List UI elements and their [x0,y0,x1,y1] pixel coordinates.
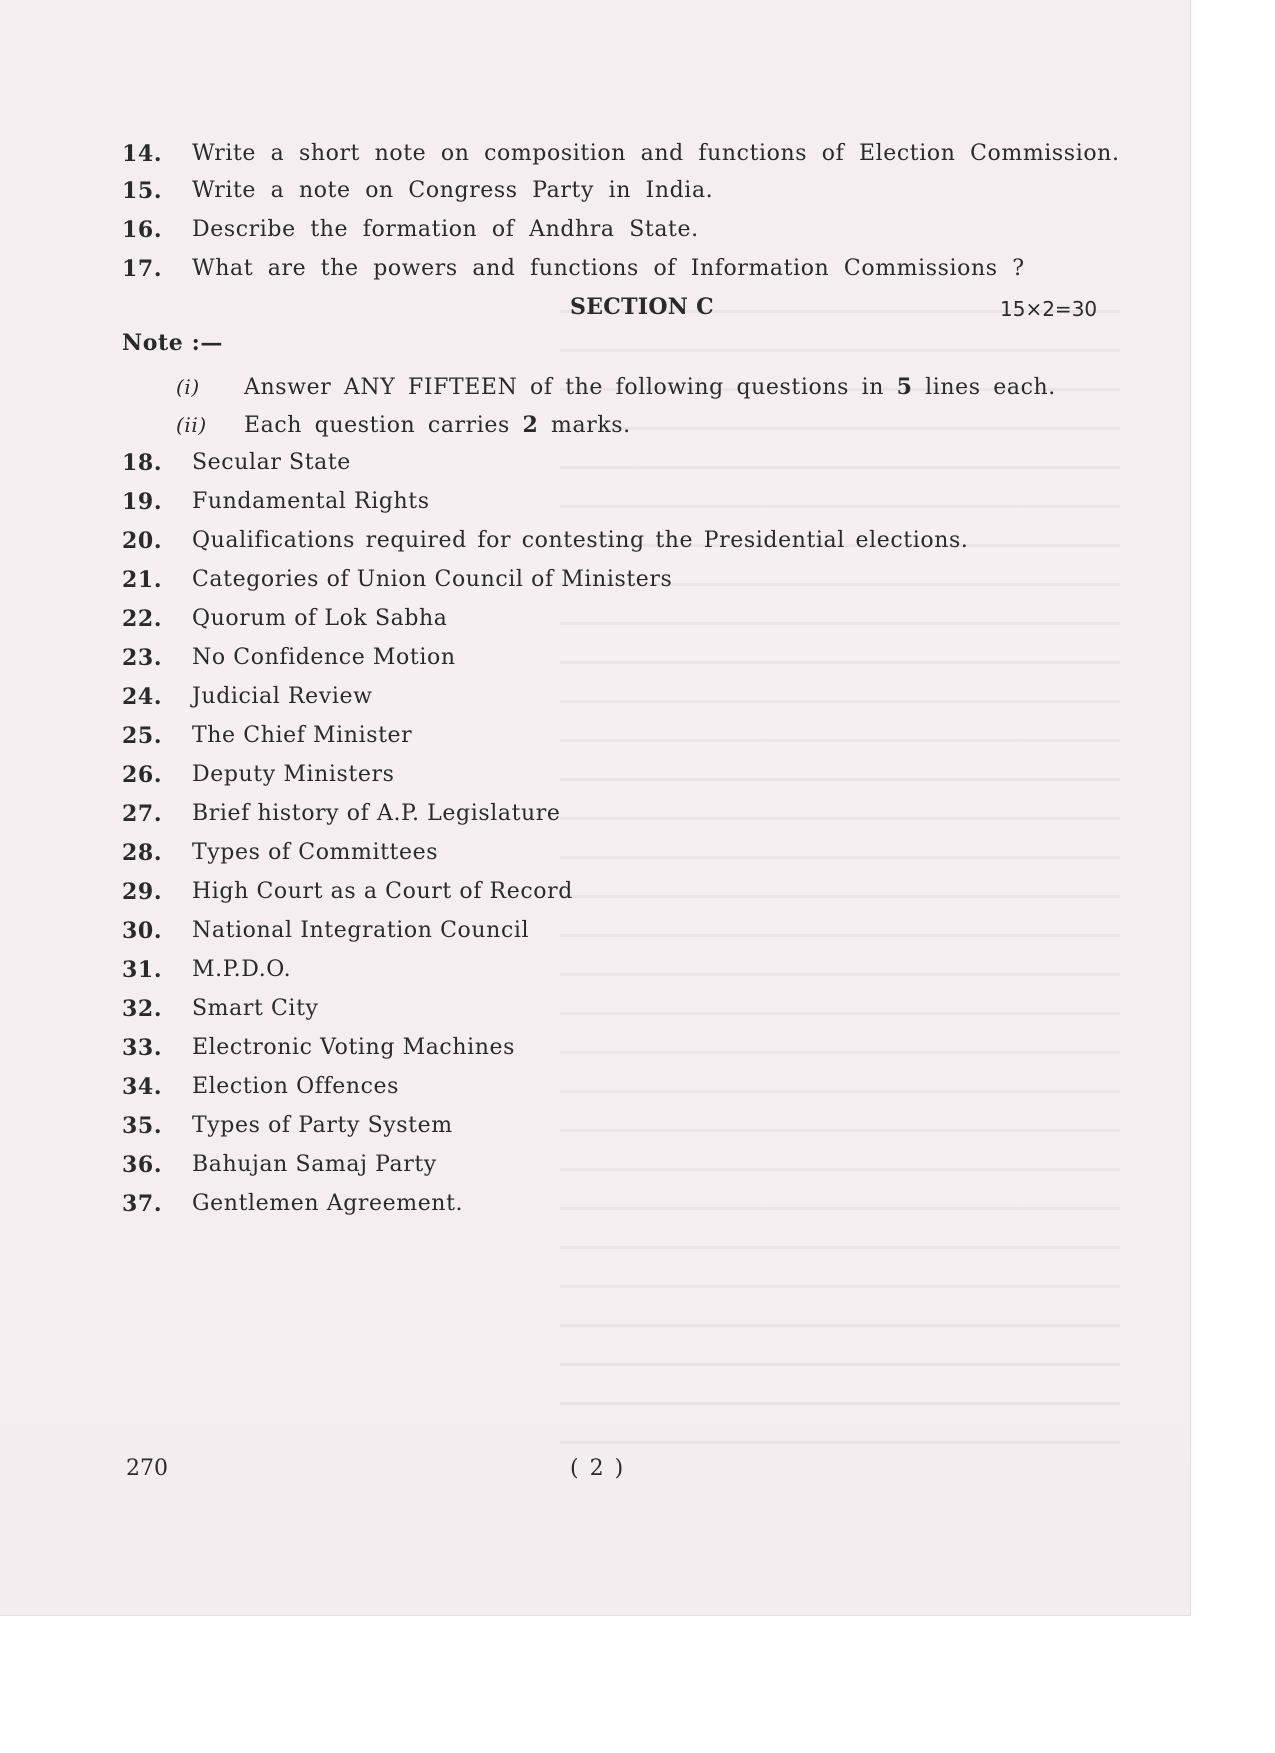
question-number: 28. [122,840,163,866]
question-text: Electronic Voting Machines [192,1035,516,1060]
section-title: SECTION C [570,294,714,320]
question-text: Bahujan Samaj Party [192,1152,437,1177]
question-number: 18. [122,450,163,476]
question-text: What are the powers and functions of Information Commissions ? [192,256,1025,281]
question-text: High Court as a Court of Record [192,879,573,904]
note-text: Answer ANY FIFTEEN of the following questions in 5 lines each. [244,374,1056,400]
question-number: 35. [122,1113,163,1139]
question-text: Gentlemen Agreement. [192,1191,464,1216]
question-number: 27. [122,801,163,827]
question-text: Secular State [192,450,351,475]
question-number: 30. [122,918,163,944]
show-through-text [560,280,1120,1480]
page-number: ( 2 ) [570,1456,624,1481]
question-text: The Chief Minister [192,723,413,748]
question-number: 19. [122,489,163,515]
question-number: 23. [122,645,163,671]
question-number: 15. [122,178,163,204]
question-number: 34. [122,1074,163,1100]
note-marker: (i) [176,375,200,399]
note-marker: (ii) [176,413,207,437]
question-number: 16. [122,217,163,243]
question-number: 14. [122,141,163,167]
question-number: 26. [122,762,163,788]
question-number: 29. [122,879,163,905]
note-label: Note :— [122,330,223,356]
question-text: Deputy Ministers [192,762,395,787]
question-text: Smart City [192,996,319,1021]
question-text: Categories of Union Council of Ministers [192,567,673,592]
question-number: 33. [122,1035,163,1061]
question-number: 20. [122,528,163,554]
question-number: 37. [122,1191,163,1217]
question-text: Fundamental Rights [192,489,430,514]
section-marks: 15×2=30 [1000,297,1098,321]
question-text: Write a short note on composition and functions of Election Commission. [192,141,1120,166]
question-number: 22. [122,606,163,632]
question-number: 25. [122,723,163,749]
question-text: Brief history of A.P. Legislature [192,801,561,826]
note-text: Each question carries 2 marks. [244,412,631,438]
question-text: Describe the formation of Andhra State. [192,217,699,242]
question-text: M.P.D.O. [192,957,292,982]
question-text: Judicial Review [192,684,373,709]
question-text: No Confidence Motion [192,645,456,670]
question-number: 17. [122,256,163,282]
question-text: Types of Party System [192,1113,453,1138]
paper-code: 270 [126,1456,168,1481]
question-text: Write a note on Congress Party in India. [192,178,714,203]
question-text: Qualifications required for contesting the Presidential elections. [192,528,969,553]
question-number: 21. [122,567,163,593]
question-number: 32. [122,996,163,1022]
question-number: 31. [122,957,163,983]
question-number: 24. [122,684,163,710]
question-text: Quorum of Lok Sabha [192,606,448,631]
question-number: 36. [122,1152,163,1178]
question-text: National Integration Council [192,918,530,943]
question-text: Election Offences [192,1074,400,1099]
question-text: Types of Committees [192,840,439,865]
